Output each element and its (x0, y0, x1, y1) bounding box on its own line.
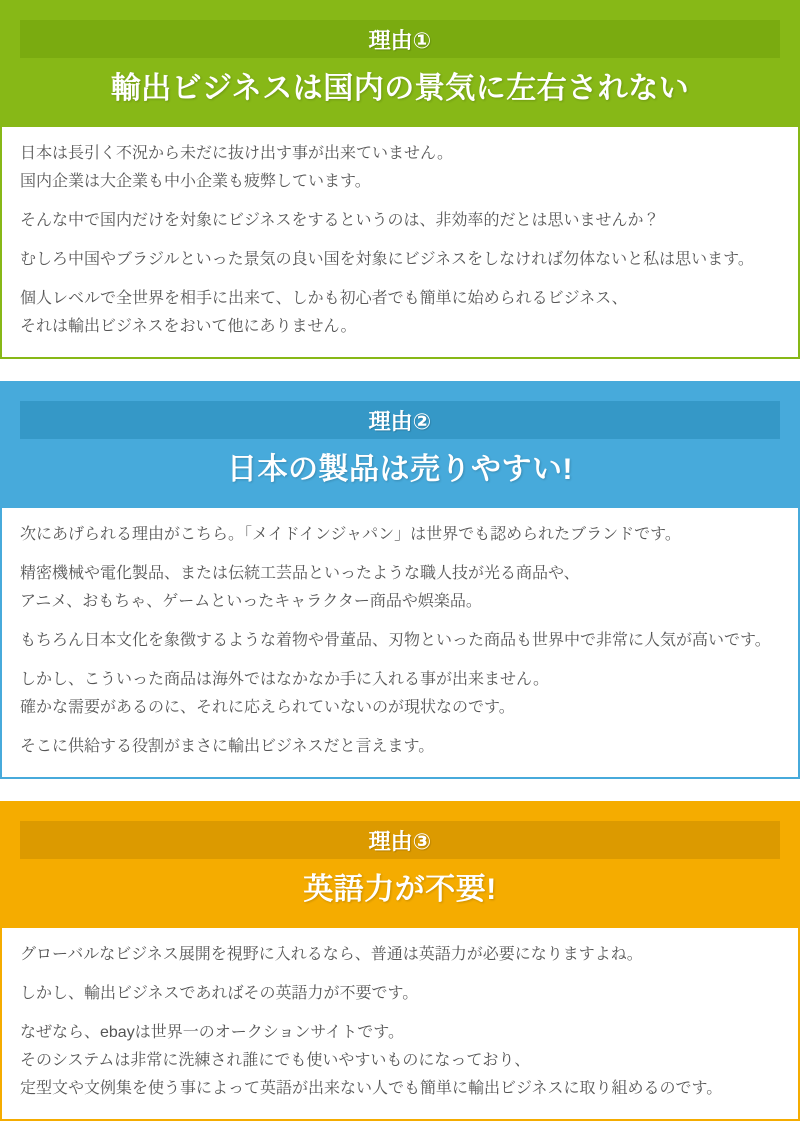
reason-1-section (0, 0, 800, 359)
body-paragraph (20, 666, 780, 722)
body-paragraph (20, 980, 780, 1008)
body-paragraph (20, 285, 780, 341)
reason-label-band (20, 20, 780, 58)
reason-3-section (0, 801, 800, 1121)
body-text-line: もちろん日本文化を象徴するような着物や骨董品、刃物といった商品も世界中で非常に人気が高いです。 (20, 632, 771, 649)
section-header (0, 381, 800, 506)
section-body (0, 125, 800, 359)
section-header (0, 801, 800, 926)
body-text-line: そのシステムは非常に洗練され誰にでも使いやすいものになっており、 (20, 1052, 531, 1069)
body-text-line: 次にあげられる理由がこちら。「メイドインジャパン」は世界でも認められたブランドです。 (20, 526, 681, 543)
body-paragraph (20, 733, 780, 761)
body-paragraph (20, 207, 780, 235)
section-header (0, 0, 800, 125)
body-text-line: しかし、輸出ビジネスであればその英語力が不要です。 (20, 985, 419, 1002)
body-text-line: そんな中で国内だけを対象にビジネスをするというのは、非効率的だとは思いませんか？ (20, 212, 660, 229)
reason-label: 理由① (368, 27, 432, 53)
section-title: 英語力が不要! (303, 873, 497, 906)
reason-2-section (0, 381, 800, 779)
reason-label: 理由③ (368, 828, 432, 854)
body-text-line: 定型文や文例集を使う事によって英語が出来ない人でも簡単に輸出ビジネスに取り組めるのです。 (20, 1080, 723, 1097)
body-paragraph (20, 1019, 780, 1103)
section-body (0, 926, 800, 1121)
body-text-line: 日本は長引く不況から未だに抜け出す事が出来ていません。 (20, 145, 453, 162)
reason-label: 理由② (368, 408, 432, 434)
reason-label-band (20, 821, 780, 859)
body-text-line: なぜなら、ebayは世界一のオークションサイトです。 (20, 1024, 404, 1041)
section-body (0, 506, 800, 779)
body-text-line: 個人レベルで全世界を相手に出来て、しかも初心者でも簡単に始められるビジネス、 (20, 290, 628, 307)
body-text-line: しかし、こういった商品は海外ではなかなか手に入れる事が出来ません。 (20, 671, 549, 688)
section-title: 輸出ビジネスは国内の景気に左右されない (110, 72, 690, 105)
body-text-line: それは輸出ビジネスをおいて他にありません。 (20, 318, 357, 335)
body-text-line: そこに供給する役割がまさに輸出ビジネスだと言えます。 (20, 738, 435, 755)
body-text-line: アニメ、おもちゃ、ゲームといったキャラクター商品や娯楽品。 (20, 593, 482, 610)
reason-label-band (20, 401, 780, 439)
body-paragraph (20, 521, 780, 549)
body-text-line: 確かな需要があるのに、それに応えられていないのが現状なのです。 (20, 699, 515, 716)
section-title: 日本の製品は売りやすい! (227, 453, 573, 486)
body-text-line: 精密機械や電化製品、または伝統工芸品といったような職人技が光る商品や、 (20, 565, 580, 582)
body-paragraph (20, 627, 780, 655)
body-text-line: グローバルなビジネス展開を視野に入れるなら、普通は英語力が必要になりますよね。 (20, 946, 643, 963)
body-text-line: むしろ中国やブラジルといった景気の良い国を対象にビジネスをしなければ勿体ないと私は思います。 (20, 251, 754, 268)
body-paragraph (20, 560, 780, 616)
body-paragraph (20, 941, 780, 969)
body-paragraph (20, 140, 780, 196)
body-paragraph (20, 246, 780, 274)
body-text-line: 国内企業は大企業も中小企業も疲弊しています。 (20, 173, 371, 190)
